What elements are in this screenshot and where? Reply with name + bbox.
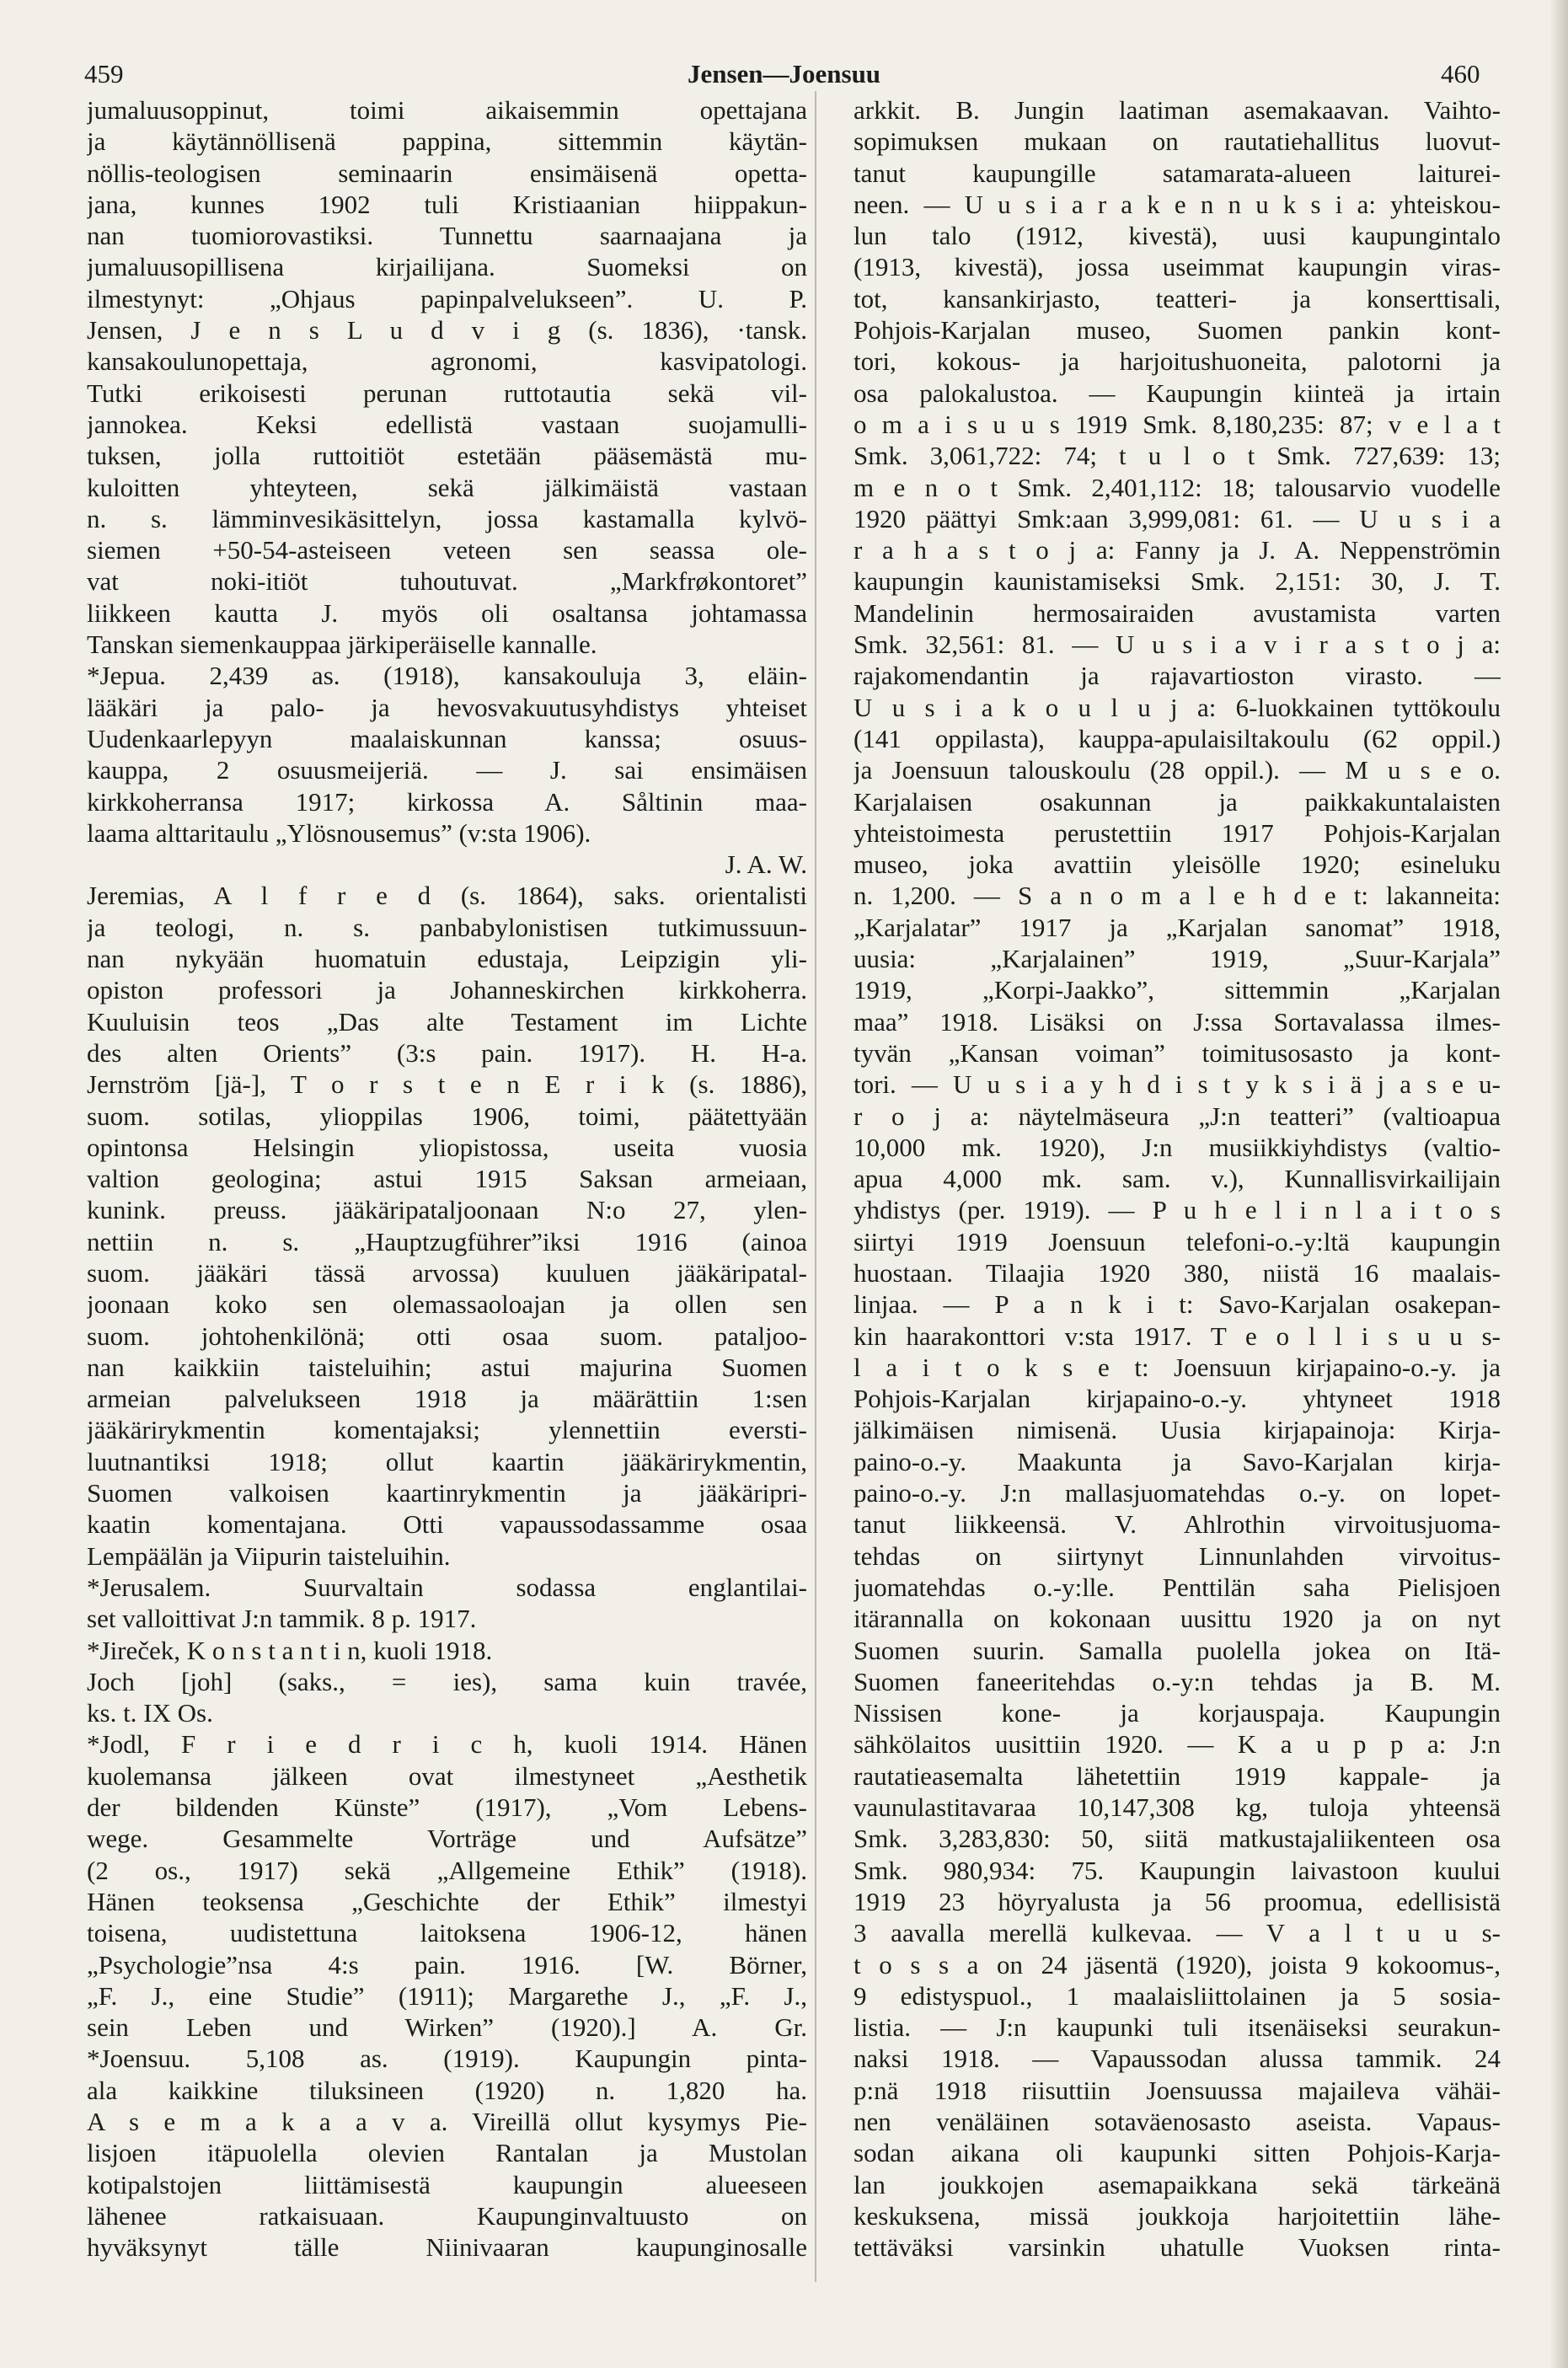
- text-line: 1920 päättyi Smk:aan 3,999,081: 61. — U u s i a: [854, 503, 1501, 533]
- running-title: Jensen—Joensuu: [687, 59, 881, 88]
- text-line: jumaluusopillisena kirjailijana. Suomeksi on: [87, 252, 807, 282]
- text-line: neen. — U u s i a r a k e n n u k s i a: yhteiskou-: [854, 189, 1501, 219]
- text-line: 3 aavalla merellä kulkevaa. — V a l t u u s-: [854, 1918, 1501, 1948]
- text-line: 1919, „Korpi-Jaakko”, sittemmin „Karjalan: [854, 975, 1501, 1005]
- text-line: museo, joka avattiin yleisölle 1920; esineluku: [854, 849, 1501, 880]
- text-line: 9 edistyspuol., 1 maalaisliittolainen ja 5 sosia-: [854, 1980, 1501, 2011]
- text-line: keskuksena, missä joukkoja harjoitettiin lähe-: [854, 2200, 1501, 2231]
- text-line: ala kaikkine tiluksineen (1920) n. 1,820 ha.: [87, 2075, 807, 2105]
- text-line: J. A. W.: [725, 849, 807, 880]
- text-line: suom. sotilas, ylioppilas 1906, toimi, päätettyään: [87, 1101, 807, 1131]
- text-line: wege. Gesammelte Vorträge und Aufsätze”: [87, 1824, 807, 1854]
- text-line: nettiin n. s. „Hauptzugführer”iksi 1916 (ainoa: [87, 1226, 807, 1256]
- text-line: Tanskan siemenkauppaa järkiperäiselle kannalle.: [87, 630, 597, 660]
- text-line: tyvän „Kansan voiman” toimitusosasto ja kont-: [854, 1037, 1501, 1068]
- text-line: osa palokalustoa. — Kaupungin kiinteä ja irtain: [854, 378, 1501, 408]
- text-line: Pohjois-Karjalan museo, Suomen pankin kont-: [854, 315, 1501, 346]
- text-line: n. s. lämminvesikäsittelyn, jossa kastamalla kylvö-: [87, 503, 807, 533]
- text-line: hyväksynyt tälle Niinivaaran kaupunginosalle: [87, 2232, 807, 2263]
- text-line: kin haarakonttori v:sta 1917. T e o l l i s u u s-: [854, 1321, 1501, 1351]
- text-line: p:nä 1918 riisuttiin Joensuussa majaileva vähäi-: [854, 2075, 1501, 2105]
- text-line: „Psychologie”nsa 4:s pain. 1916. [W. Börner,: [87, 1949, 807, 1980]
- text-line: A s e m a k a a v a. Vireillä ollut kysymys Pie-: [87, 2107, 807, 2136]
- text-line: „F. J., eine Studie” (1911); Margarethe J., „F. J.,: [87, 1980, 807, 2011]
- left-column: [87, 94, 807, 2263]
- text-line: Suomen valkoisen kaartinrykmentin ja jääkäripri-: [87, 1478, 807, 1508]
- text-line: lan joukkojen asemapaikkana sekä tärkeänä: [854, 2169, 1501, 2199]
- text-line: Uudenkaarlepyyn maalaiskunnan kanssa; osuus-: [87, 723, 807, 753]
- text-line: rajakomendantin ja rajavartioston virasto. —: [854, 661, 1501, 691]
- text-line: luutnantiksi 1918; ollut kaartin jääkärirykmentin,: [87, 1446, 807, 1476]
- text-line: tot, kansankirjasto, teatteri- ja konserttisali,: [854, 283, 1501, 313]
- text-line: *Jireček, K o n s t a n t i n, kuoli 1918.: [87, 1635, 493, 1665]
- text-line: Lempäälän ja Viipurin taisteluihin.: [87, 1540, 451, 1571]
- text-line: kunink. preuss. jääkäripataljoonaan N:o 27, ylen-: [87, 1195, 807, 1225]
- text-line: Kuuluisin teos „Das alte Testament im Lichte: [87, 1006, 807, 1037]
- text-line: *Jepua. 2,439 as. (1918), kansakouluja 3, eläin-: [87, 661, 807, 691]
- text-line: vat noki-itiöt tuhoutuvat. „Markfrøkontoret”: [87, 566, 807, 597]
- text-line: Smk. 3,061,722: 74; t u l o t Smk. 727,639: 13;: [854, 441, 1501, 471]
- text-line: jumaluusoppinut, toimi aikaisemmin opettajana: [87, 95, 807, 125]
- text-line: lisjoen itäpuolella olevien Rantalan ja Mustolan: [87, 2138, 807, 2168]
- text-line: arkkit. B. Jungin laatiman asemakaavan. Vaihto-: [854, 95, 1501, 125]
- text-line: Suomen suurin. Samalla puolella jokea on Itä-: [854, 1635, 1501, 1665]
- text-line: kauppa, 2 osuusmeijeriä. — J. sai ensimäisen: [87, 755, 807, 785]
- text-line: paino-o.-y. Maakunta ja Savo-Karjalan kirja-: [854, 1446, 1501, 1476]
- text-line: Joch [joh] (saks., = ies), sama kuin travée,: [87, 1666, 807, 1696]
- text-line: valtion geologina; astui 1915 Saksan armeiaan,: [87, 1164, 807, 1194]
- text-line: *Jerusalem. Suurvaltain sodassa englantilai-: [87, 1572, 807, 1602]
- text-line: siemen +50-54-asteiseen veteen sen seassa ole-: [87, 535, 807, 565]
- text-line: der bildenden Künste” (1917), „Vom Lebens-: [87, 1792, 807, 1823]
- text-line: paino-o.-y. J:n mallasjuomatehdas o.-y. on lopet-: [854, 1478, 1501, 1508]
- text-line: sähkölaitos uusittiin 1920. — K a u p p a: J:n: [854, 1729, 1501, 1760]
- right-column: [854, 94, 1501, 2263]
- text-line: jälkimäisen nimisenä. Uusia kirjapainoja: Kirja-: [854, 1415, 1501, 1445]
- text-line: siirtyi 1919 Joensuun telefoni-o.-y:ltä kaupungin: [854, 1226, 1501, 1256]
- text-line: n. 1,200. — S a n o m a l e h d e t: lakanneita:: [854, 881, 1501, 911]
- text-line: tehdas on siirtynyt Linnunlahden virvoitus-: [854, 1540, 1501, 1571]
- text-line: itärannalla on kokonaan uusittu 1920 ja on nyt: [854, 1604, 1501, 1634]
- text-line: yhdistys (per. 1919). — P u h e l i n l a i t o s: [854, 1195, 1501, 1225]
- text-line: jääkärirykmentin komentajaksi; ylennettiin eversti-: [87, 1415, 807, 1445]
- text-line: set valloittivat J:n tammik. 8 p. 1917.: [87, 1604, 477, 1634]
- text-line: nan tuomiorovastiksi. Tunnettu saarnaajana ja: [87, 221, 807, 251]
- text-line: laama alttaritaulu „Ylösnousemus” (v:sta 1906).: [87, 817, 591, 848]
- text-line: huostaan. Tilaajia 1920 380, niistä 16 maalais-: [854, 1257, 1501, 1288]
- text-line: Smk. 980,934: 75. Kaupungin laivastoon kuului: [854, 1855, 1501, 1885]
- text-line: (2 os., 1917) sekä „Allgemeine Ethik” (1918).: [87, 1855, 807, 1885]
- text-line: kaatin komentajana. Otti vapaussodassamme osaa: [87, 1509, 807, 1540]
- text-line: ks. t. IX Os.: [87, 1698, 213, 1728]
- page-number-right: 460: [1441, 59, 1480, 88]
- text-line: U u s i a k o u l u j a: 6-luokkainen tyttökoulu: [854, 692, 1501, 722]
- text-line: suom. johtohenkilönä; otti osaa suom. pataljoo-: [87, 1321, 807, 1351]
- text-line: t o s s a on 24 jäsentä (1920), joista 9 kokoomus-,: [854, 1949, 1501, 1980]
- text-line: Smk. 32,561: 81. — U u s i a v i r a s t o j a:: [854, 630, 1501, 660]
- text-line: Jensen, J e n s L u d v i g (s. 1836), ·tansk.: [87, 315, 807, 346]
- text-line: r o j a: näytelmäseura „J:n teatteri” (valtioapua: [854, 1101, 1501, 1131]
- text-line: Smk. 3,283,830: 50, siitä matkustajaliikenteen osa: [854, 1824, 1501, 1854]
- text-line: lun talo (1912, kivestä), uusi kaupungintalo: [854, 221, 1501, 251]
- text-line: kirkkoherransa 1917; kirkossa A. Såltinin maa-: [87, 786, 807, 817]
- text-line: vaunulastitavaraa 10,147,308 kg, tuloja yhteensä: [854, 1792, 1501, 1823]
- text-line: Nissisen kone- ja korjauspaja. Kaupungin: [854, 1698, 1501, 1728]
- text-line: kuloitten yhteyteen, sekä jälkimäistä vastaan: [87, 472, 807, 502]
- text-line: liikkeen kautta J. myös oli osaltansa johtamassa: [87, 597, 807, 628]
- text-line: 1919 23 höyryalusta ja 56 proomua, edellisistä: [854, 1886, 1501, 1916]
- text-line: yhteistoimesta perustettiin 1917 Pohjois-Karjalan: [854, 817, 1501, 848]
- text-line: Hänen teoksensa „Geschichte der Ethik” ilmestyi: [87, 1886, 807, 1916]
- text-line: rautatieasemalta lähetettiin 1919 kappale- ja: [854, 1760, 1501, 1791]
- page-number-left: 459: [84, 59, 124, 88]
- text-line: kuolemansa jälkeen ovat ilmestyneet „Aesthetik: [87, 1760, 807, 1791]
- text-line: kansakoulunopettaja, agronomi, kasvipatologi.: [87, 346, 807, 377]
- text-line: tettäväksi varsinkin uhatulle Vuoksen rinta-: [854, 2232, 1501, 2263]
- text-line: linjaa. — P a n k i t: Savo-Karjalan osakepan-: [854, 1289, 1501, 1320]
- text-line: tanut kaupungille satamarata-alueen laiturei-: [854, 158, 1501, 188]
- text-line: sodan aikana oli kaupunki sitten Pohjois-Karja-: [854, 2138, 1501, 2168]
- text-line: Mandelinin hermosairaiden avustamista varten: [854, 597, 1501, 628]
- text-line: l a i t o k s e t: Joensuun kirjapaino-o.-y. ja: [854, 1352, 1501, 1382]
- text-line: tori. — U u s i a y h d i s t y k s i ä j a s e u-: [854, 1069, 1501, 1100]
- text-line: nen venäläinen sotaväenosasto aseista. Vapaus-: [854, 2107, 1501, 2136]
- text-line: opintonsa Helsingin yliopistossa, useita vuosia: [87, 1132, 807, 1162]
- text-line: ilmestynyt: „Ohjaus papinpalvelukseen”. U. P.: [87, 283, 807, 313]
- text-line: opiston professori ja Johanneskirchen kirkkoherra.: [87, 975, 807, 1005]
- text-line: *Jodl, F r i e d r i c h, kuoli 1914. Hänen: [87, 1729, 807, 1760]
- text-line: kaupungin kaunistamiseksi Smk. 2,151: 30, J. T.: [854, 566, 1501, 597]
- text-line: kotipalstojen liittämisestä kaupungin alueeseen: [87, 2169, 807, 2199]
- text-line: suom. jääkäri tässä arvossa) kuuluen jääkäripatal-: [87, 1257, 807, 1288]
- column-divider: [815, 91, 816, 2282]
- text-line: maa” 1918. Lisäksi on J:ssa Sortavalassa ilmes-: [854, 1006, 1501, 1037]
- text-line: lähenee ratkaisuaan. Kaupunginvaltuusto on: [87, 2200, 807, 2231]
- text-line: (1913, kivestä), jossa useimmat kaupungin viras-: [854, 252, 1501, 282]
- text-line: „Karjalatar” 1917 ja „Karjalan sanomat” 1918,: [854, 912, 1501, 942]
- text-line: r a h a s t o j a: Fanny ja J. A. Neppenströmin: [854, 535, 1501, 565]
- text-line: jannokea. Keksi edellistä vastaan suojamulli-: [87, 409, 807, 439]
- text-line: Suomen faneeritehdas o.-y:n tehdas ja B. M.: [854, 1666, 1501, 1696]
- text-line: Jeremias, A l f r e d (s. 1864), saks. orientalisti: [87, 881, 807, 911]
- text-line: nan kaikkiin taisteluihin; astui majurina Suomen: [87, 1352, 807, 1382]
- text-line: juomatehdas o.-y:lle. Penttilän saha Pielisjoen: [854, 1572, 1501, 1602]
- text-line: sopimuksen mukaan on rautatiehallitus luovut-: [854, 126, 1501, 157]
- text-line: (141 oppilasta), kauppa-apulaisiltakoulu (62 oppil.): [854, 723, 1501, 753]
- page-edge-shadow: [1549, 0, 1568, 2368]
- text-line: uusia: „Karjalainen” 1919, „Suur-Karjala”: [854, 944, 1501, 974]
- text-line: ja Joensuun talouskoulu (28 oppil.). — M u s e o.: [854, 755, 1501, 785]
- text-line: m e n o t Smk. 2,401,112: 18; talousarvio vuodelle: [854, 472, 1501, 502]
- text-line: armeian palvelukseen 1918 ja määrättiin 1:sen: [87, 1384, 807, 1414]
- text-line: lääkäri ja palo- ja hevosvakuutusyhdistys yhteiset: [87, 692, 807, 722]
- text-line: ja teologi, n. s. panbabylonistisen tutkimussuun-: [87, 912, 807, 942]
- text-line: sein Leben und Wirken” (1920).] A. Gr.: [87, 2012, 807, 2043]
- text-line: naksi 1918. — Vapaussodan alussa tammik. 24: [854, 2044, 1501, 2074]
- text-line: *Joensuu. 5,108 as. (1919). Kaupungin pinta-: [87, 2044, 807, 2074]
- text-line: Karjalaisen osakunnan ja paikkakuntalaisten: [854, 786, 1501, 817]
- text-line: o m a i s u u s 1919 Smk. 8,180,235: 87; v e l a t: [854, 409, 1501, 439]
- text-line: jana, kunnes 1902 tuli Kristiaanian hiippakun-: [87, 189, 807, 219]
- text-line: apua 4,000 mk. sam. v.), Kunnallisvirkailijain: [854, 1164, 1501, 1194]
- text-line: listia. — J:n kaupunki tuli itsenäiseksi seurakun-: [854, 2012, 1501, 2043]
- text-line: Jernström [jä-], T o r s t e n E r i k (s. 1886),: [87, 1069, 807, 1100]
- text-line: des alten Orients” (3:s pain. 1917). H. H-a.: [87, 1037, 807, 1068]
- text-line: tanut liikkeensä. V. Ahlrothin virvoitusjuoma-: [854, 1509, 1501, 1540]
- text-line: Tutki erikoisesti perunan ruttotautia sekä vil-: [87, 378, 807, 408]
- text-line: Pohjois-Karjalan kirjapaino-o.-y. yhtyneet 1918: [854, 1384, 1501, 1414]
- text-line: tuksen, jolla ruttoitiöt estetään pääsemästä mu-: [87, 441, 807, 471]
- text-line: nan nykyään huomatuin edustaja, Leipzigin yli-: [87, 944, 807, 974]
- text-line: 10,000 mk. 1920), J:n musiikkiyhdistys (valtio-: [854, 1132, 1501, 1162]
- text-line: nöllis-teologisen seminaarin ensimäisenä opetta-: [87, 158, 807, 188]
- text-line: tori, kokous- ja harjoitushuoneita, palotorni ja: [854, 346, 1501, 377]
- text-line: ja käytännöllisenä pappina, sittemmin käytän-: [87, 126, 807, 157]
- text-line: joonaan koko sen olemassaoloajan ja ollen sen: [87, 1289, 807, 1320]
- text-line: toisena, uudistettuna laitoksena 1906-12, hänen: [87, 1918, 807, 1948]
